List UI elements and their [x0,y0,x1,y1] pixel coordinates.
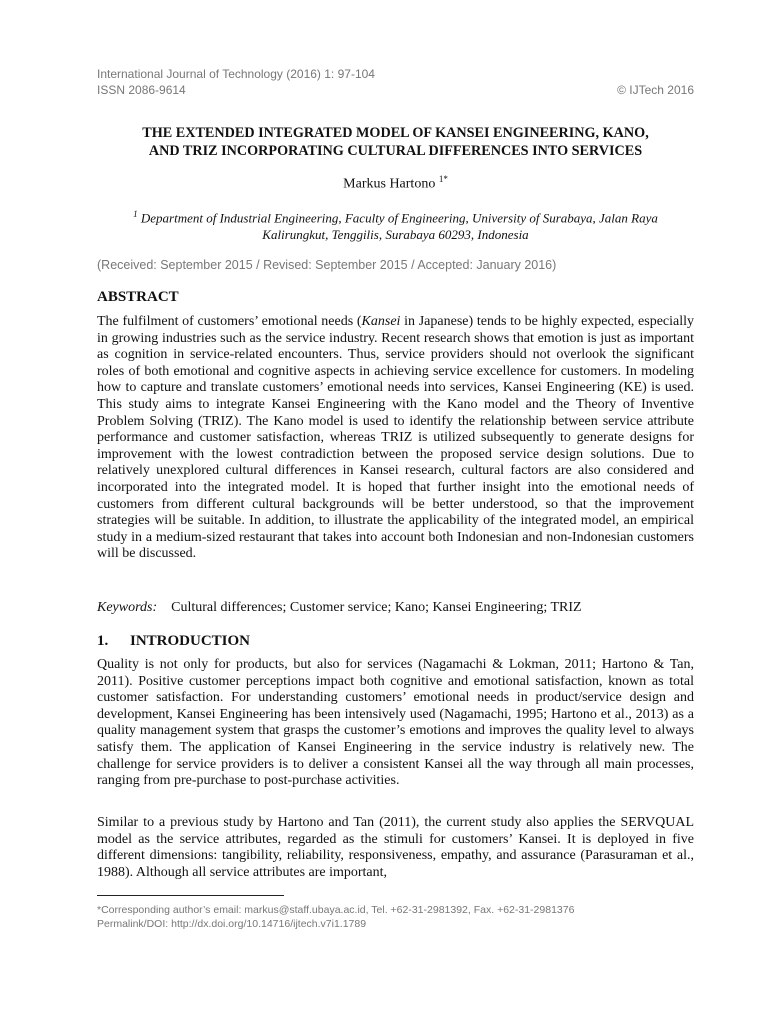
affiliation-line-1: Department of Industrial Engineering, Faculty of Engineering, University of Surabaya, Jalan Raya [140,210,658,226]
copyright: © IJTech 2016 [617,83,694,97]
abstract-heading: ABSTRACT [97,289,179,305]
footnote-corresponding-author: *Corresponding author’s email: markus@staff.ubaya.ac.id, Tel. +62-31-2981392, Fax. +62-31-2981376 [97,904,575,916]
footnote-divider [97,895,284,896]
title-line-2: AND TRIZ INCORPORATING CULTURAL DIFFERENCES INTO SERVICES [148,143,643,159]
paper-title [97,124,694,160]
introduction-heading [97,633,250,650]
intro-paragraph-1: Quality is not only for products, but also for services (Nagamachi & Lokman, 2011; Hartono & Tan, 2011). Positive customer perceptions impact both cognitive and emotional satisfaction, known as total customer satisfaction. For understanding customers’ emotional needs in product/service design and development, Kansei Engineering has been intensively used (Nagamachi, 1995; Hartono et al., 2013) as a quality management system that grasps the customer’s emotions and improves the quality level to always satisfy them. The application of Kansei Engineering in the service industry is relatively new. The challenge for service providers is to deliver a consistent Kansei all the way through all main processes, ranging from pre-purchase to post-purchase activities. [97,657,694,789]
submission-dates: (Received: September 2015 / Revised: September 2015 / Accepted: January 2016) [97,258,557,272]
keywords-label: Keywords: [97,600,158,615]
intro-paragraph-2: Similar to a previous study by Hartono and Tan (2011), the current study also applies the SERVQUAL model as the service attributes, regarded as the stimuli for customers’ Kansei. It is deployed in five different dimensions: tangibility, reliability, responsiveness, empathy, and assurance (Parasuraman et al., 1988). Although all service attributes are important, [97,815,694,880]
title-line-1: THE EXTENDED INTEGRATED MODEL OF KANSEI ENGINEERING, KANO, [142,125,649,141]
keywords-text: Cultural differences; Customer service; Kano; Kansei Engineering; TRIZ [171,600,582,615]
issn: ISSN 2086-9614 [97,83,186,97]
abstract-text: The fulfilment of customers’ emotional needs (Kansei in Japanese) tends to be highly expected, especially in growing industries such as the service industry. Recent research shows that emotion is just as important as cognition in service-related encounters. Thus, service providers should not overlook the significant roles of both emotional and cognitive aspects in achieving service excellence for customers. In modeling how to capture and translate customers’ emotional needs into services, Kansei Engineering (KE) is used. This study aims to integrate Kansei Engineering with the Kano model and the Theory of Inventive Problem Solving (TRIZ). The Kano model is used to identify the relationship between service attribute performance and customer satisfaction, whereas TRIZ is utilized subsequently to generate designs for improvement with the lowest contradiction between the proposed service design solutions. Due to relatively unexplored cultural differences in Kansei research, cultural factors are also considered and incorporated into the integrated model. It is hoped that further insight into the emotional needs of customers from different cultural backgrounds will be better understood, so that the improvement strategies will be suitable. In addition, to illustrate the applicability of the integrated model, an empirical study in a medium-sized restaurant that takes into account both Indonesian and non-Indonesian customers will be discussed. [97,314,695,562]
section-title: INTRODUCTION [130,633,251,649]
section-number: 1. [97,633,109,649]
affiliation-mark: 1 [133,209,138,219]
author [97,174,694,193]
paper-page [97,0,694,1024]
author-mark: 1* [438,174,448,184]
kansei-italic: Kansei [361,314,401,329]
footnote-doi: Permalink/DOI: http://dx.doi.org/10.14716/ijtech.v7i1.1789 [97,918,367,930]
author-name: Markus Hartono [343,176,436,192]
affiliation-line-2: Kalirungkut, Tenggilis, Surabaya 60293, Indonesia [262,227,529,243]
keywords [97,600,582,616]
affiliation [97,206,694,243]
journal-header [97,66,694,98]
journal-citation: International Journal of Technology (2016) 1: 97-104 [97,67,375,81]
